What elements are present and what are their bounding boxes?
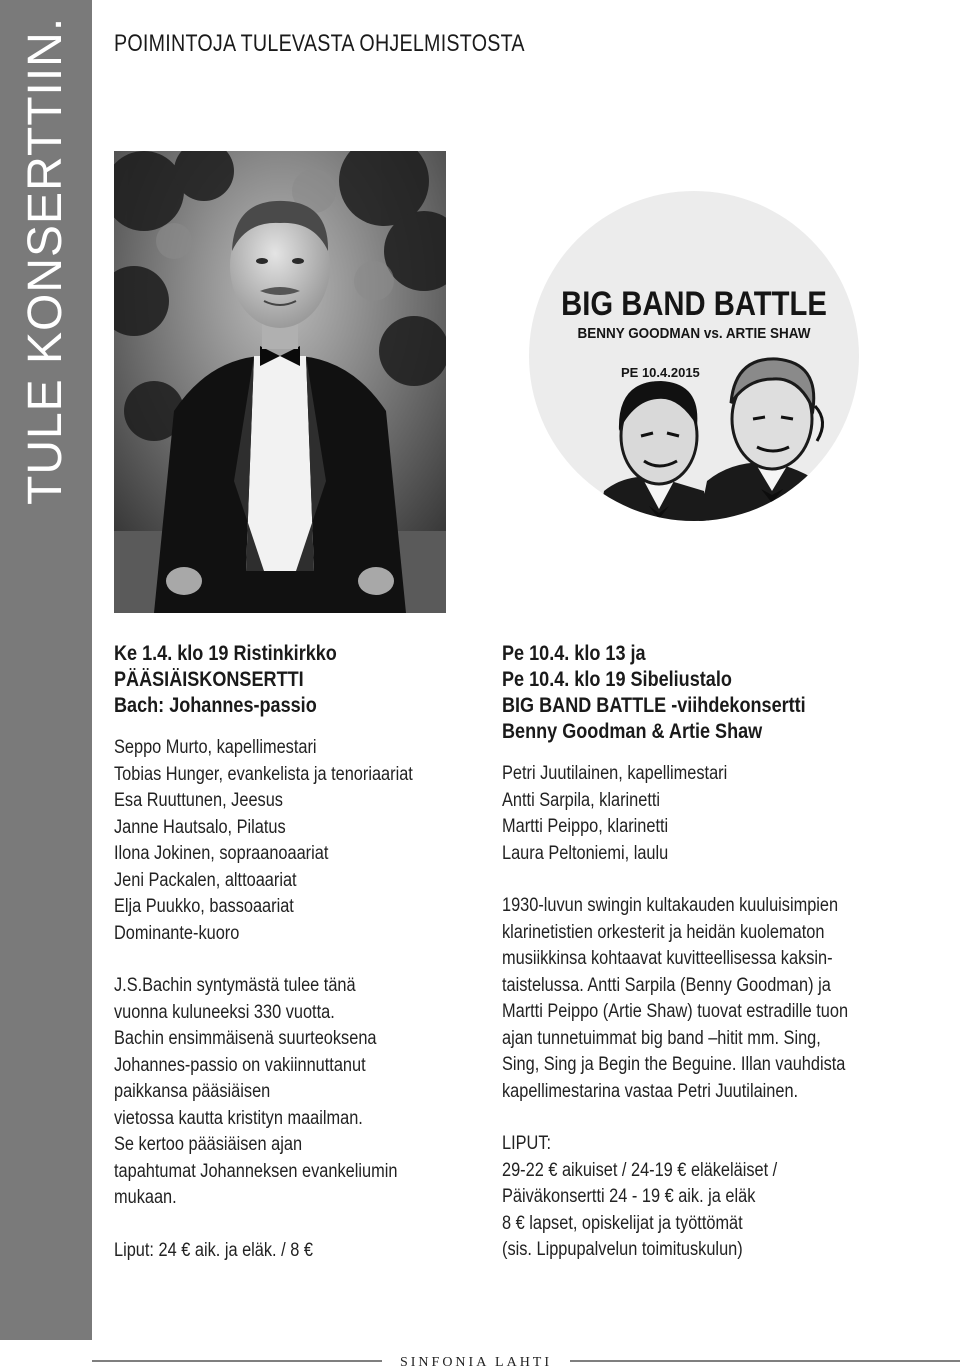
heading-line: Benny Goodman & Artie Shaw (502, 720, 763, 743)
heading-line: PÄÄSIÄISKONSERTTI (114, 668, 304, 691)
description-line: mukaan. (114, 1187, 177, 1208)
description-line: Sing, Sing ja Begin the Beguine. Illan vauhdista (502, 1054, 846, 1075)
heading-line: BIG BAND BATTLE -viihdekonsertti (502, 694, 806, 717)
description-line: paikkansa pääsiäisen (114, 1081, 271, 1102)
performer-list (114, 735, 484, 947)
page-title: POIMINTOJA TULEVASTA OHJELMISTOSTA (114, 30, 525, 57)
event-description (114, 973, 484, 1212)
performer-item: Ilona Jokinen, sopraanoaariat (114, 843, 329, 864)
big-band-battle-badge (529, 191, 859, 521)
heading-line: Pe 10.4. klo 19 Sibeliustalo (502, 668, 732, 691)
description-line: Bachin ensimmäisenä suurteoksena (114, 1028, 377, 1049)
performer-item: Janne Hautsalo, Pilatus (114, 816, 286, 838)
event-description (502, 893, 902, 1105)
badge-date: PE 10.4.2015 (621, 365, 700, 380)
description-line: Martti Peippo (Artie Shaw) tuovat estradille tuon (502, 1001, 849, 1022)
description-line: J.S.Bachin syntymästä tulee tänä (114, 975, 356, 996)
ticket-line: 29-22 € aikuiset / 24-19 € eläkeläiset / (502, 1159, 778, 1181)
performer-item: Antti Sarpila, klarinetti (502, 789, 661, 811)
badge-title: BIG BAND BATTLE (561, 283, 827, 323)
ticket-list (502, 1158, 902, 1264)
performer-item: Laura Peltoniemi, laulu (502, 842, 669, 864)
footer (0, 1350, 960, 1372)
performer-list (502, 761, 902, 867)
performer-item: Elja Puukko, bassoaariat (114, 896, 294, 917)
description-line: musiikkinsa kohtaavat kuvitteellisessa kaksin- (502, 948, 833, 969)
performer-item: Tobias Hunger, evankelista ja tenoriaariat (114, 763, 413, 785)
event-big-band-battle (502, 641, 902, 1264)
heading-line: Ke 1.4. klo 19 Ristinkirkko (114, 642, 337, 665)
description-line: vuonna kuluneeksi 330 vuotta. (114, 1001, 335, 1023)
event-heading (114, 641, 484, 719)
event-passion-concert (114, 641, 484, 1264)
ticket-line: Päiväkonsertti 24 - 19 € aik. ja eläk (502, 1186, 756, 1207)
performer-item: Esa Ruuttunen, Jeesus (114, 790, 283, 811)
footer-brand: SINFONIA LAHTI (399, 1355, 553, 1370)
sidebar-title: TULE KONSERTTIIN. (19, 16, 72, 505)
ticket-label: LIPUT: (502, 1133, 552, 1154)
heading-line: Bach: Johannes-passio (114, 694, 317, 717)
ticket-line: (sis. Lippupalvelun toimituskulun) (502, 1239, 743, 1260)
performer-item: Petri Juutilainen, kapellimestari (502, 763, 728, 784)
heading-line: Pe 10.4. klo 13 ja (502, 642, 646, 665)
sidebar-band (0, 0, 92, 1340)
description-line: 1930-luvun swingin kultakauden kuuluisimpien (502, 895, 839, 916)
description-line: tapahtumat Johanneksen evankeliumin (114, 1160, 398, 1182)
description-line: Se kertoo pääsiäisen ajan (114, 1134, 303, 1155)
event-heading (502, 641, 902, 745)
description-line: klarinetistien orkesterit ja heidän kuolematon (502, 921, 825, 943)
description-line: kapellimestarina vastaa Petri Juutilainen. (502, 1080, 799, 1102)
description-line: ajan tunnetuimmat big band –hitit mm. Sing, (502, 1027, 821, 1049)
performer-item: Martti Peippo, klarinetti (502, 816, 669, 837)
description-line: taistelussa. Antti Sarpila (Benny Goodman) ja (502, 974, 831, 996)
description-line: Johannes-passio on vakiinnuttanut (114, 1054, 366, 1076)
conductor-photo (114, 151, 446, 613)
description-line: vietossa kautta kristityn maailman. (114, 1107, 363, 1129)
ticket-line: 8 € lapset, opiskelijat ja työttömät (502, 1212, 743, 1234)
ticket-info: Liput: 24 € aik. ja eläk. / 8 € (114, 1239, 313, 1261)
badge-subtitle: BENNY GOODMAN vs. ARTIE SHAW (577, 325, 811, 343)
performer-item: Jeni Packalen, alttoaariat (114, 869, 297, 891)
performer-item: Seppo Murto, kapellimestari (114, 737, 317, 758)
performer-item: Dominante-kuoro (114, 922, 240, 944)
